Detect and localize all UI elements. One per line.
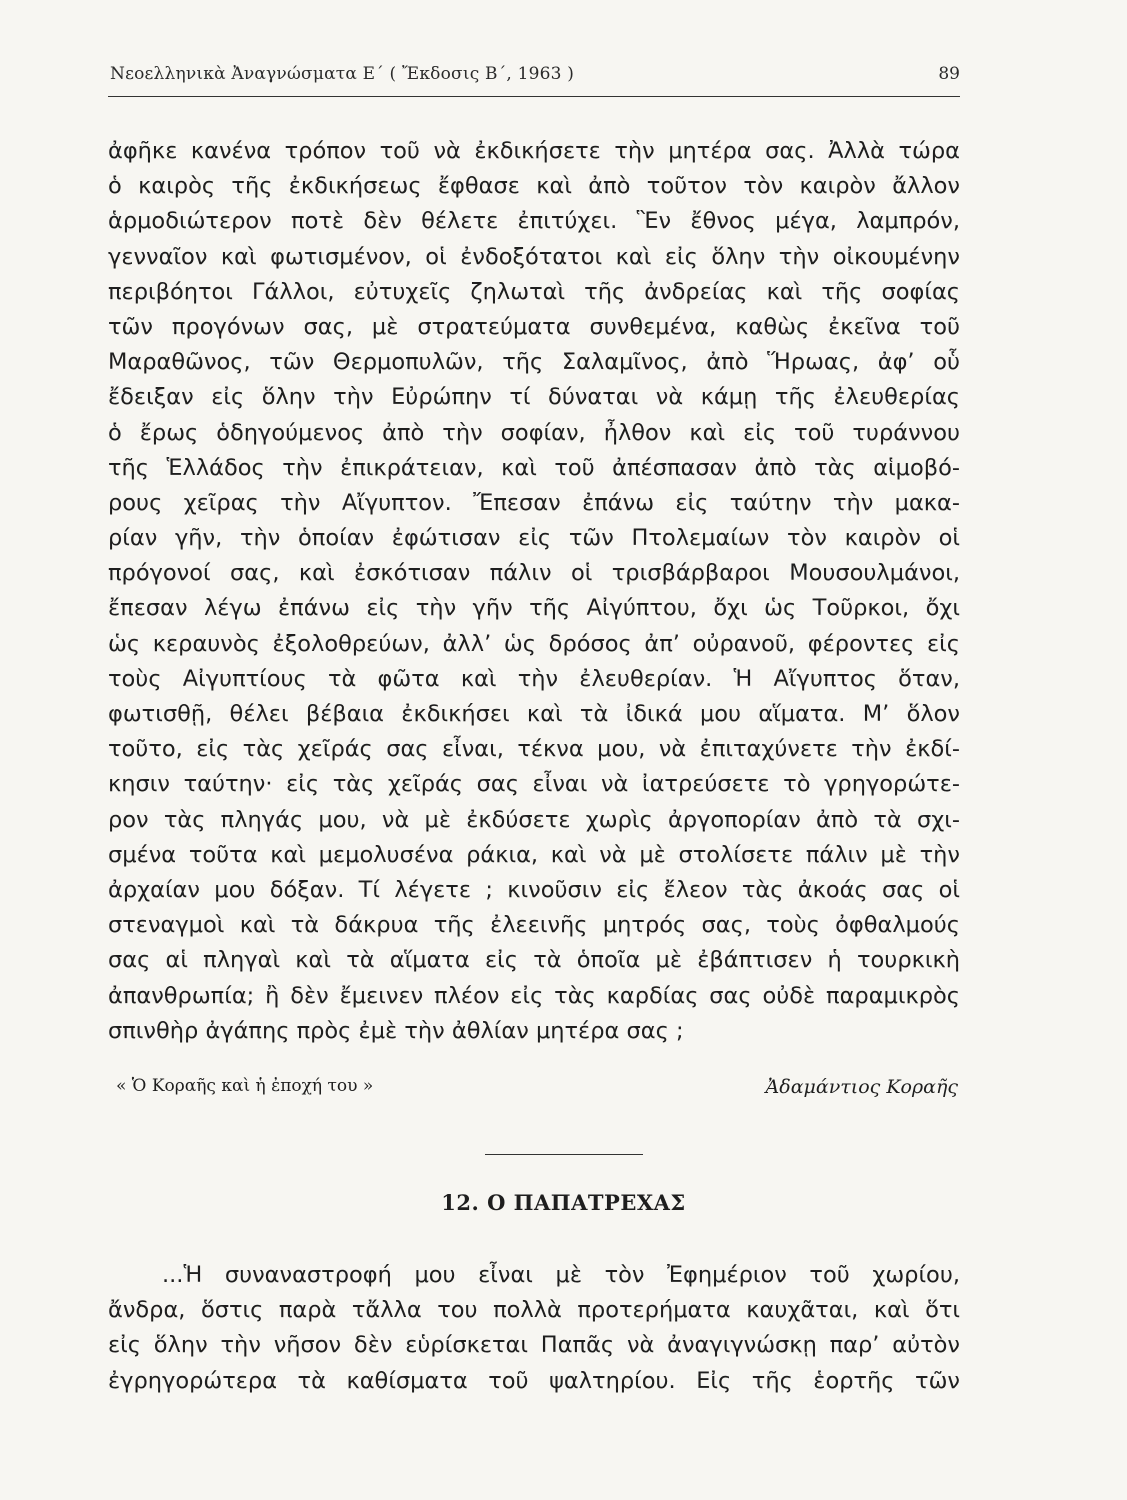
text-line: εἰς ὅλην τὴν νῆσον δὲν εὑρίσκεται Παπᾶς νὰ ἀναγιγνώσκῃ παρ’ αὐτὸν [108, 1332, 960, 1359]
attribution-author: Ἀδαμάντιος Κοραῆς [765, 1076, 958, 1098]
text-line: φωτισθῇ, θέλει βέβαια ἐκδικήσει καὶ τὰ ἰδικά μου αἵματα. Μ’ ὅλον [108, 701, 960, 727]
header-rule [108, 96, 960, 97]
text-line: ρίαν γῆν, τὴν ὁποίαν ἐφώτισαν εἰς τῶν Πτολεμαίων τὸν καιρὸν οἱ [108, 525, 960, 552]
running-head [110, 62, 960, 92]
text-line: τῶν προγόνων σας, μὲ στρατεύματα συνθεμένα, καθὼς ἐκεῖνα τοῦ [108, 313, 960, 340]
text-line: ὡς κεραυνὸς ἐξολοθρεύων, ἀλλ’ ὡς δρόσος ἀπ’ οὐρανοῦ, φέροντες εἰς [108, 630, 960, 657]
section-divider [485, 1154, 643, 1155]
text-line: ἐγρηγορώτερα τὰ καθίσματα τοῦ ψαλτηρίου. Εἰς τῆς ἑορτῆς τῶν [108, 1367, 960, 1394]
text-line: πρόγονοί σας, καὶ ἐσκότισαν πάλιν οἱ τρισβάρβαροι Μουσουλμάνοι, [108, 560, 960, 587]
text-line: ρον τὰς πληγάς μου, νὰ μὲ ἐκδύσετε χωρὶς ἀργοπορίαν ἀπὸ τὰ σχι- [108, 806, 960, 833]
text-line: περιβόητοι Γάλλοι, εὐτυχεῖς ζηλωταὶ τῆς ἀνδρείας καὶ τῆς σοφίας [108, 278, 960, 305]
text-line: σπινθὴρ ἀγάπης πρὸς ἐμὲ τὴν ἀθλίαν μητέρα σας ; [108, 1017, 684, 1044]
text-line: ...Ἡ συναναστροφή μου εἶναι μὲ τὸν Ἐφημέριον τοῦ χωρίου, [162, 1262, 960, 1288]
text-line: ἀφῆκε κανένα τρόπον τοῦ νὰ ἐκδικήσετε τὴν μητέρα σας. Ἀλλὰ τώρα [108, 138, 960, 164]
running-head-title: Νεοελληνικὰ Ἀναγνώσματα Ε΄ ( Ἔκδοσις Β΄, 1963 ) [110, 64, 575, 84]
text-line: στεναγμοὶ καὶ τὰ δάκρυα τῆς ἐλεεινῆς μητρός σας, τοὺς ὀφθαλμούς [108, 912, 960, 939]
text-line: σας αἱ πληγαὶ καὶ τὰ αἵματα εἰς τὰ ὁποῖα μὲ ἐβάπτισεν ἡ τουρκικὴ [108, 947, 960, 974]
text-line: ἀρχαίαν μου δόξαν. Τί λέγετε ; κινοῦσιν εἰς ἔλεον τὰς ἀκοάς σας οἱ [108, 876, 960, 903]
text-line: κησιν ταύτην· εἰς τὰς χεῖράς σας εἶναι νὰ ἰατρεύσετε τὸ γρηγορώτε- [108, 771, 960, 798]
text-line: σμένα τοῦτα καὶ μεμολυσένα ράκια, καὶ νὰ μὲ στολίσετε πάλιν μὲ τὴν [108, 841, 960, 868]
text-line: τοὺς Αἰγυπτίους τὰ φῶτα καὶ τὴν ἐλευθερίαν. Ἡ Αἴγυπτος ὅταν, [108, 665, 960, 692]
text-line: ἁρμοδιώτερον ποτὲ δὲν θέλετε ἐπιτύχει. Ἓν ἔθνος μέγα, λαμπρόν, [108, 208, 960, 235]
text-line: ἄνδρα, ὅστις παρὰ τἄλλα του πολλὰ προτερήματα καυχᾶται, καὶ ὅτι [108, 1297, 960, 1324]
attribution-source: « Ὁ Κοραῆς καὶ ἡ ἐποχή του » [116, 1076, 374, 1096]
paragraph-korais-text [108, 134, 960, 1049]
page-number: 89 [938, 64, 960, 84]
text-line: ὁ ἔρως ὁδηγούμενος ἀπὸ τὴν σοφίαν, ἦλθον καὶ εἰς τοῦ τυράννου [108, 419, 960, 446]
text-line: ἔπεσαν λέγω ἐπάνω εἰς τὴν γῆν τῆς Αἰγύπτου, ὄχι ὡς Τοῦρκοι, ὄχι [108, 595, 960, 622]
section-heading: 12. Ο ΠΑΠΑΤΡΕΧΑΣ [441, 1190, 686, 1215]
text-line: ἔδειξαν εἰς ὅλην τὴν Εὐρώπην τί δύναται νὰ κάμῃ τῆς ἐλευθερίας [108, 384, 960, 411]
text-line: τῆς Ἑλλάδος τὴν ἐπικράτειαν, καὶ τοῦ ἀπέσπασαν ἀπὸ τὰς αἱμοβό- [108, 454, 960, 481]
text-line: ἀπανθρωπία; ἢ δὲν ἔμεινεν πλέον εἰς τὰς καρδίας σας οὐδὲ παραμικρὸς [108, 982, 960, 1009]
text-line: Μαραθῶνος, τῶν Θερμοπυλῶν, τῆς Σαλαμῖνος, ἀπὸ Ἥρωας, ἀφ’ οὗ [108, 349, 960, 376]
text-line: ὁ καιρὸς τῆς ἐκδικήσεως ἔφθασε καὶ ἀπὸ τοῦτον τὸν καιρὸν ἄλλον [108, 173, 960, 200]
paragraph-papatrechas-text [108, 1258, 960, 1399]
text-line: γενναῖον καὶ φωτισμένον, οἱ ἐνδοξότατοι καὶ εἰς ὅλην τὴν οἰκουμένην [108, 243, 960, 270]
text-line: ρους χεῖρας τὴν Αἴγυπτον. Ἔπεσαν ἐπάνω εἰς ταύτην τὴν μακα- [108, 489, 960, 516]
text-line: τοῦτο, εἰς τὰς χεῖράς σας εἶναι, τέκνα μου, νὰ ἐπιταχύνετε τὴν ἐκδί- [108, 736, 960, 763]
attribution [116, 1076, 958, 1104]
